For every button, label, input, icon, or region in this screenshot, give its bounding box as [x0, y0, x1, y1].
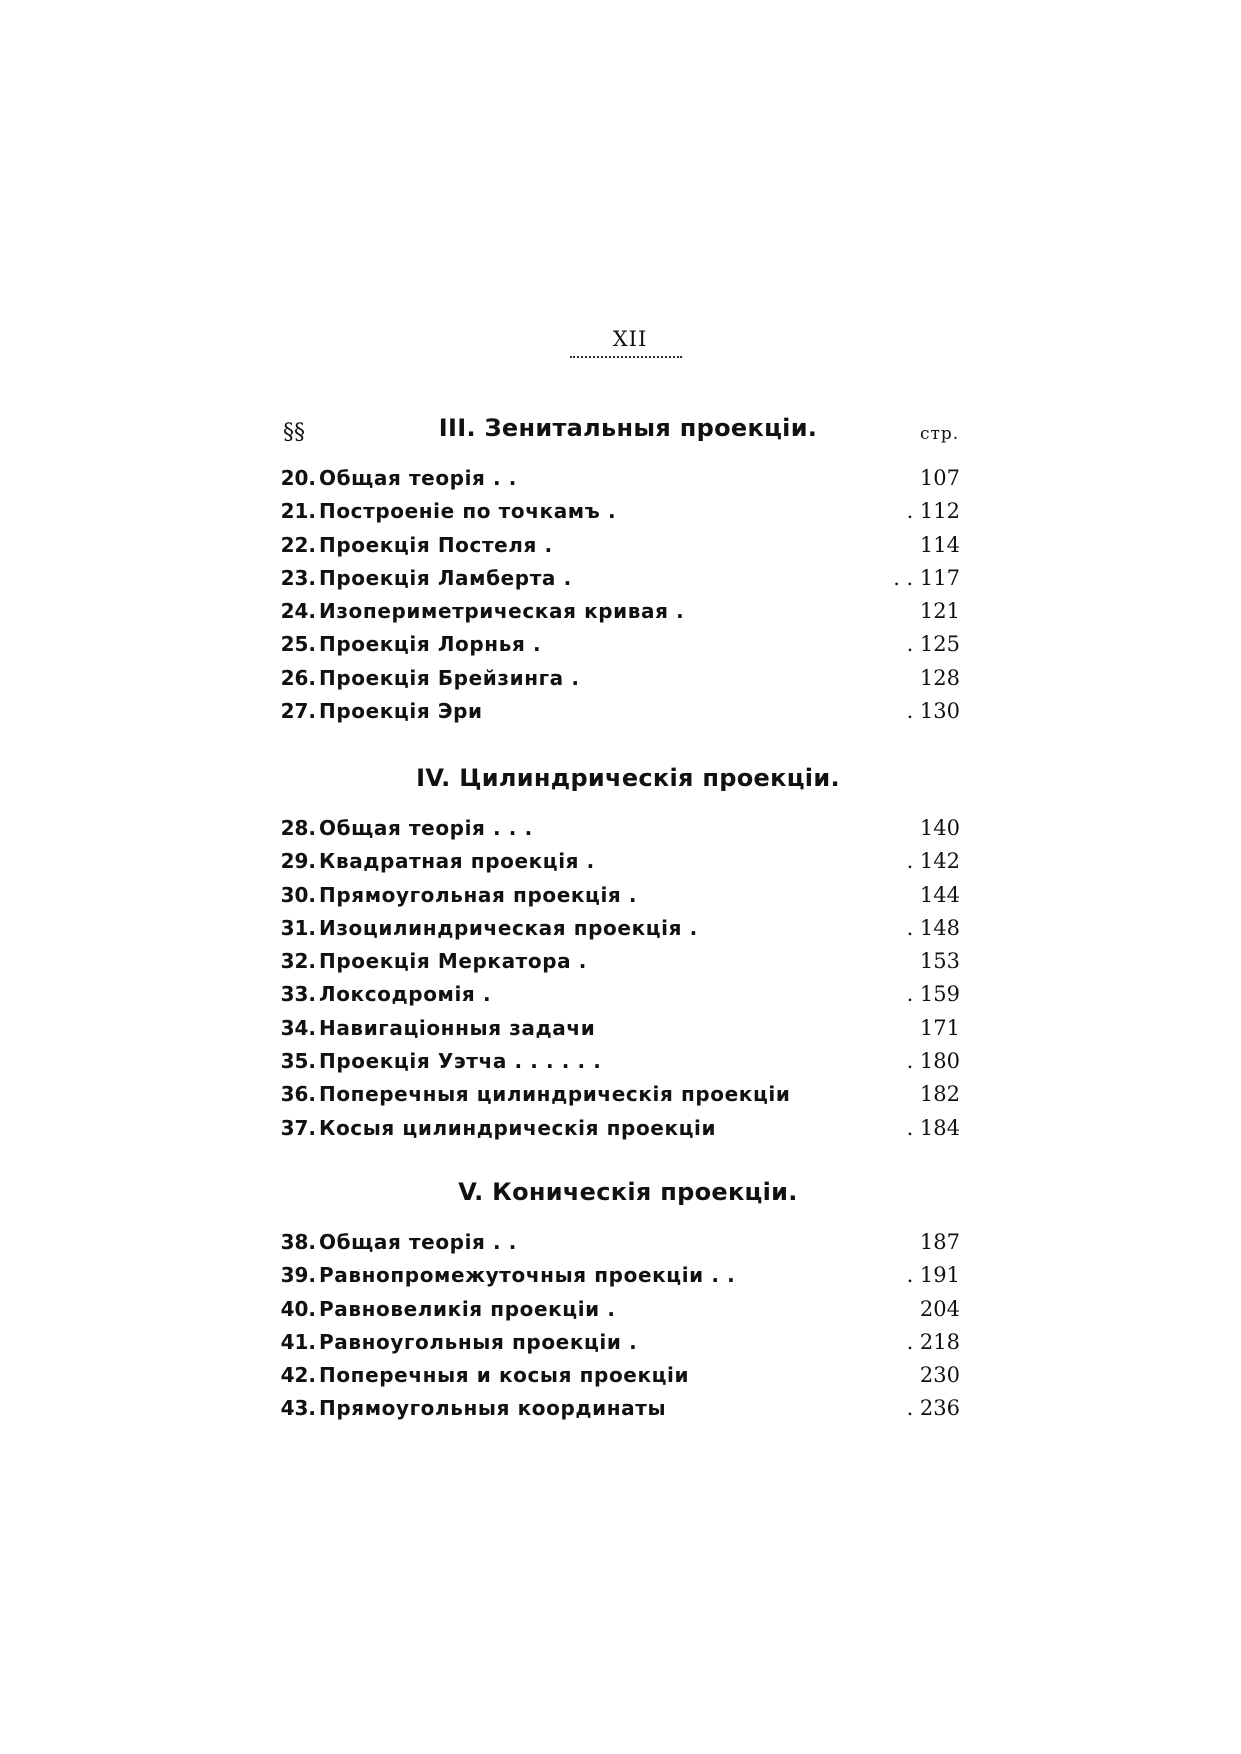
toc-entry: [276, 628, 972, 661]
entry-number: 36.: [280, 1082, 316, 1107]
toc-entry: [276, 1112, 972, 1145]
entry-page: . 112: [906, 499, 960, 524]
entry-page: . . 117: [893, 565, 960, 590]
section-heading-zenithal: III. Зенитальныя проекціи.: [438, 414, 818, 442]
entry-number: 41.: [280, 1329, 316, 1354]
entry-number: 38.: [280, 1230, 316, 1254]
toc-entry: [276, 845, 972, 878]
toc-entry: [276, 978, 972, 1011]
entry-number: 34.: [280, 1015, 316, 1040]
toc-entry: [276, 1359, 972, 1392]
entry-page: . 218: [906, 1329, 960, 1354]
page-number: XII: [612, 327, 648, 351]
entry-page: . 130: [906, 699, 960, 724]
entry-number: 29.: [280, 849, 316, 874]
entry-number: 39.: [280, 1263, 316, 1288]
entry-page: . 159: [906, 982, 960, 1007]
entry-title: Общая теорія . .: [319, 466, 518, 490]
section-heading-cylindrical: IV. Цилиндрическія проекціи.: [416, 764, 840, 792]
toc-entry: [276, 1293, 972, 1326]
entry-page: 144: [919, 882, 960, 907]
toc-list-conical: [276, 1226, 972, 1426]
entry-title: Косыя цилиндрическія проекціи: [319, 1115, 717, 1140]
entry-page: 204: [919, 1296, 960, 1321]
toc-entry: [276, 1226, 972, 1259]
entry-title: Изоцилиндрическая проекція .: [319, 915, 698, 940]
entry-page: 187: [919, 1230, 960, 1254]
entry-page: 107: [919, 466, 960, 490]
entry-number: 33.: [280, 982, 316, 1007]
entry-number: 20.: [280, 466, 316, 490]
entry-title: Поперечныя цилиндрическія проекціи: [319, 1082, 791, 1107]
entry-title: Равноугольныя проекціи .: [319, 1329, 638, 1354]
entry-number: 32.: [280, 949, 316, 974]
toc-entry: [276, 529, 972, 562]
entry-page: 230: [919, 1363, 960, 1388]
entry-number: 22.: [280, 532, 316, 557]
entry-page: . 184: [906, 1115, 960, 1140]
entry-number: 30.: [280, 882, 316, 907]
section-symbol: §§: [283, 420, 305, 445]
entry-number: 26.: [280, 665, 316, 690]
entry-title: Проекція Уэтча . . . . . .: [319, 1049, 602, 1074]
toc-entry: [276, 912, 972, 945]
entry-title: Общая теорія . .: [319, 1230, 518, 1254]
entry-title: Проекція Брейзинга .: [319, 665, 580, 690]
entry-number: 23.: [280, 565, 316, 590]
toc-entry: [276, 562, 972, 595]
entry-number: 43.: [280, 1396, 316, 1421]
entry-number: 25.: [280, 632, 316, 657]
toc-entry: [276, 879, 972, 912]
toc-entry: [276, 595, 972, 628]
toc-entry: [276, 695, 972, 728]
entry-page: 140: [919, 816, 960, 840]
entry-page: . 180: [906, 1049, 960, 1074]
entry-number: 35.: [280, 1049, 316, 1074]
toc-entry: [276, 812, 972, 845]
toc-entry: [276, 1045, 972, 1078]
toc-entry: [276, 1392, 972, 1425]
entry-title: Локсодромія .: [319, 982, 492, 1007]
entry-title: Построеніе по точкамъ .: [319, 499, 617, 524]
toc-list-zenithal: [276, 462, 972, 728]
entry-page: . 148: [906, 915, 960, 940]
entry-page: . 125: [906, 632, 960, 657]
page-number-rule: [570, 356, 682, 358]
entry-title: Прямоугольныя координаты: [319, 1396, 667, 1421]
entry-page: . 191: [906, 1263, 960, 1288]
entry-number: 24.: [280, 599, 316, 624]
entry-title: Проекція Ламберта .: [319, 565, 572, 590]
entry-page: . 236: [906, 1396, 960, 1421]
entry-title: Проекція Меркатора .: [319, 949, 587, 974]
entry-number: 42.: [280, 1363, 316, 1388]
toc-entry: [276, 462, 972, 495]
entry-page: 153: [919, 949, 960, 974]
toc-entry: [276, 1259, 972, 1292]
toc-entry: [276, 1326, 972, 1359]
entry-title: Проекція Лорнья .: [319, 632, 542, 657]
entry-title: Общая теорія . . .: [319, 816, 533, 840]
toc-entry: [276, 945, 972, 978]
entry-title: Квадратная проекція .: [319, 849, 595, 874]
entry-number: 37.: [280, 1115, 316, 1140]
toc-entry: [276, 662, 972, 695]
entry-page: 114: [919, 532, 960, 557]
entry-number: 21.: [280, 499, 316, 524]
entry-title: Равновеликія проекціи .: [319, 1296, 616, 1321]
toc-entry: [276, 495, 972, 528]
entry-page: 121: [919, 599, 960, 624]
entry-page: . 142: [906, 849, 960, 874]
entry-page: 128: [919, 665, 960, 690]
entry-number: 27.: [280, 699, 316, 724]
entry-number: 40.: [280, 1296, 316, 1321]
pages-column-label: стр.: [920, 424, 960, 444]
entry-page: 182: [919, 1082, 960, 1107]
section-heading-conical: V. Коническія проекціи.: [458, 1178, 798, 1206]
entry-title: Проекція Эри: [319, 699, 483, 724]
entry-title: Прямоугольная проекція .: [319, 882, 638, 907]
toc-list-cylindrical: [276, 812, 972, 1145]
entry-title: Поперечныя и косыя проекціи: [319, 1363, 690, 1388]
toc-entry: [276, 1012, 972, 1045]
entry-title: Навигаціонныя задачи: [319, 1015, 596, 1040]
entry-page: 171: [919, 1015, 960, 1040]
entry-title: Проекція Постеля .: [319, 532, 553, 557]
entry-number: 28.: [280, 816, 316, 840]
entry-title: Изопериметрическая кривая .: [319, 599, 685, 624]
entry-title: Равнопромежуточныя проекціи . .: [319, 1263, 736, 1288]
toc-entry: [276, 1078, 972, 1111]
entry-number: 31.: [280, 915, 316, 940]
